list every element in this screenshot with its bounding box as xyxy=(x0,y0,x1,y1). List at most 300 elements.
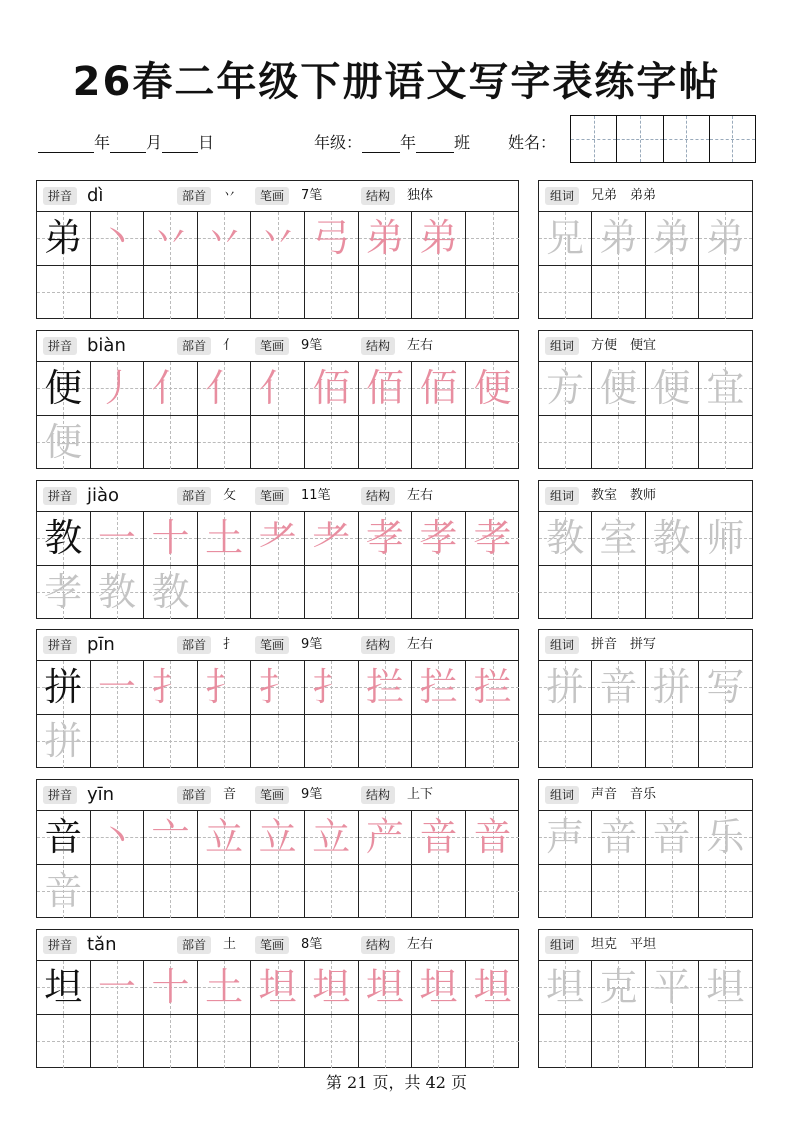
pinyin-tag: 拼音 xyxy=(43,636,77,654)
grid-cell[interactable] xyxy=(539,961,592,1015)
grid-cell[interactable] xyxy=(251,266,305,320)
grid-cell[interactable] xyxy=(251,362,305,416)
grid-cell[interactable] xyxy=(412,566,466,620)
day-blank[interactable] xyxy=(162,136,198,153)
grid-cell[interactable] xyxy=(91,661,145,715)
words-tag: 组词 xyxy=(545,487,579,505)
grid-cell[interactable] xyxy=(144,1015,198,1069)
word-practice-block xyxy=(538,629,753,768)
grid-cell[interactable] xyxy=(412,266,466,320)
grid-cell[interactable] xyxy=(539,416,592,470)
grid-cell[interactable] xyxy=(198,1015,252,1069)
word-grid xyxy=(539,661,752,768)
pinyin-value: dì xyxy=(87,185,104,206)
grade-year-blank[interactable] xyxy=(362,136,400,153)
stroke-step-glyph: 孝 xyxy=(365,516,404,561)
words-value: 拼音 拼写 xyxy=(591,637,657,652)
grid-cell[interactable] xyxy=(198,266,252,320)
name-grid[interactable] xyxy=(570,115,756,163)
char-header xyxy=(37,630,518,661)
stroke-step-glyph: 音 xyxy=(419,815,458,860)
grid-cell[interactable] xyxy=(699,362,752,416)
grid-cell[interactable] xyxy=(412,212,466,266)
grid-cell[interactable] xyxy=(466,661,520,715)
words-value: 声音 音乐 xyxy=(591,787,657,802)
radical-tag: 部首 xyxy=(177,187,211,205)
pinyin-value: pīn xyxy=(87,634,115,655)
grid-cell[interactable] xyxy=(539,266,592,320)
model-char-glyph: 教 xyxy=(44,516,83,561)
grid-cell[interactable] xyxy=(359,865,413,919)
grid-cell[interactable] xyxy=(699,416,752,470)
stroke-step-glyph: 立 xyxy=(258,815,297,860)
grid-cell[interactable] xyxy=(359,566,413,620)
grid-cell[interactable] xyxy=(305,266,359,320)
grid-cell[interactable] xyxy=(251,566,305,620)
radical-value: 扌 xyxy=(223,637,237,652)
strokes-tag: 笔画 xyxy=(255,187,289,205)
grid-cell[interactable] xyxy=(539,566,592,620)
word-char-glyph: 音 xyxy=(599,815,638,860)
grid-cell[interactable] xyxy=(699,961,752,1015)
grid-cell[interactable] xyxy=(592,416,645,470)
tian-grid xyxy=(37,961,519,1068)
stroke-step-glyph: 拦 xyxy=(419,665,458,710)
grid-cell[interactable] xyxy=(198,865,252,919)
grid-cell[interactable] xyxy=(539,865,592,919)
grid-cell[interactable] xyxy=(251,661,305,715)
grid-cell[interactable] xyxy=(466,266,520,320)
strokes-value: 7笔 xyxy=(301,188,323,203)
grid-cell[interactable] xyxy=(412,512,466,566)
structure-value: 左右 xyxy=(407,488,434,503)
strokes-value: 9笔 xyxy=(301,637,323,652)
stroke-step-glyph: 丿 xyxy=(97,366,136,411)
grid-cell[interactable] xyxy=(305,811,359,865)
model-char-glyph: 便 xyxy=(44,366,83,411)
stroke-step-glyph: 丷 xyxy=(205,216,244,261)
grid-cell[interactable] xyxy=(198,212,252,266)
grid-cell[interactable] xyxy=(592,811,645,865)
tian-grid xyxy=(37,362,519,469)
grid-cell[interactable] xyxy=(359,416,413,470)
word-char-glyph: 宜 xyxy=(706,366,745,411)
word-char-glyph: 兄 xyxy=(546,216,585,261)
grid-cell[interactable] xyxy=(251,961,305,1015)
word-char-glyph: 教 xyxy=(546,516,585,561)
grid-cell[interactable] xyxy=(305,715,359,769)
word-char-glyph: 弟 xyxy=(652,216,691,261)
structure-tag: 结构 xyxy=(361,187,395,205)
grid-cell[interactable] xyxy=(198,416,252,470)
word-header xyxy=(539,930,752,961)
radical-value: 攵 xyxy=(223,488,237,503)
grid-cell[interactable] xyxy=(539,661,592,715)
grid-cell[interactable] xyxy=(359,362,413,416)
stroke-step-glyph: 弟 xyxy=(365,216,404,261)
grid-cell[interactable] xyxy=(37,266,91,320)
word-char-glyph: 拼 xyxy=(546,665,585,710)
stroke-step-glyph: 扌 xyxy=(151,665,190,710)
radical-tag: 部首 xyxy=(177,337,211,355)
grid-cell[interactable] xyxy=(646,416,699,470)
grid-cell[interactable] xyxy=(466,212,520,266)
word-header xyxy=(539,780,752,811)
stroke-step-glyph: 土 xyxy=(205,516,244,561)
grid-cell[interactable] xyxy=(699,212,752,266)
word-char-glyph: 室 xyxy=(599,516,638,561)
grid-cell[interactable] xyxy=(198,811,252,865)
grid-cell[interactable] xyxy=(646,266,699,320)
strokes-value: 8笔 xyxy=(301,937,323,952)
grid-cell[interactable] xyxy=(539,811,592,865)
grid-cell[interactable] xyxy=(592,266,645,320)
stroke-step-glyph: 孝 xyxy=(419,516,458,561)
grid-cell[interactable] xyxy=(144,961,198,1015)
grid-cell[interactable] xyxy=(592,865,645,919)
grid-cell[interactable] xyxy=(198,362,252,416)
grid-cell[interactable] xyxy=(91,512,145,566)
grid-cell[interactable] xyxy=(592,512,645,566)
grid-cell[interactable] xyxy=(91,566,145,620)
word-header xyxy=(539,630,752,661)
grid-cell[interactable] xyxy=(305,661,359,715)
pinyin-value: tǎn xyxy=(87,934,117,955)
word-char-glyph: 弟 xyxy=(706,216,745,261)
page-title: 26春二年级下册语文写字表练字帖 xyxy=(72,59,721,105)
grid-cell[interactable] xyxy=(251,715,305,769)
grid-cell[interactable] xyxy=(699,715,752,769)
stroke-step-glyph: 立 xyxy=(312,815,351,860)
strokes-tag: 笔画 xyxy=(255,487,289,505)
grid-cell[interactable] xyxy=(37,416,91,470)
grid-cell[interactable] xyxy=(91,961,145,1015)
stroke-step-glyph: 丷 xyxy=(151,216,190,261)
strokes-tag: 笔画 xyxy=(255,786,289,804)
grid-cell[interactable] xyxy=(37,566,91,620)
grid-cell[interactable] xyxy=(359,1015,413,1069)
name-label: 姓名： xyxy=(508,133,557,152)
grid-cell[interactable] xyxy=(466,362,520,416)
stroke-step-glyph: 十 xyxy=(151,516,190,561)
word-grid xyxy=(539,512,752,619)
model-char-glyph: 音 xyxy=(44,815,83,860)
char-practice-block xyxy=(36,779,519,918)
word-char-glyph: 克 xyxy=(599,965,638,1010)
grid-cell[interactable] xyxy=(91,865,145,919)
grid-cell[interactable] xyxy=(305,212,359,266)
grid-cell[interactable] xyxy=(305,566,359,620)
grid-cell[interactable] xyxy=(646,1015,699,1069)
grid-cell[interactable] xyxy=(699,865,752,919)
char-practice-block xyxy=(36,330,519,469)
grid-cell[interactable] xyxy=(144,512,198,566)
year-blank[interactable] xyxy=(38,136,94,153)
grid-cell[interactable] xyxy=(699,1015,752,1069)
grid-cell[interactable] xyxy=(412,416,466,470)
grid-cell[interactable] xyxy=(305,416,359,470)
grid-cell[interactable] xyxy=(359,212,413,266)
grid-cell[interactable] xyxy=(251,416,305,470)
word-char-glyph: 教 xyxy=(652,516,691,561)
grid-cell[interactable] xyxy=(251,1015,305,1069)
trace-glyph: 音 xyxy=(44,869,83,914)
stroke-step-glyph: 土 xyxy=(205,965,244,1010)
stroke-step-glyph: 耂 xyxy=(312,516,351,561)
grid-cell[interactable] xyxy=(91,715,145,769)
radical-tag: 部首 xyxy=(177,487,211,505)
word-practice-block xyxy=(538,180,753,319)
model-char xyxy=(37,811,91,865)
grid-cell[interactable] xyxy=(466,961,520,1015)
grid-cell[interactable] xyxy=(539,362,592,416)
pinyin-value: yīn xyxy=(87,784,115,805)
strokes-value: 9笔 xyxy=(301,787,323,802)
grid-cell[interactable] xyxy=(37,865,91,919)
grid-cell[interactable] xyxy=(91,1015,145,1069)
word-char-glyph: 方 xyxy=(546,366,585,411)
grid-cell[interactable] xyxy=(592,362,645,416)
stroke-step-glyph: 拦 xyxy=(365,665,404,710)
grid-cell[interactable] xyxy=(144,566,198,620)
words-value: 坦克 平坦 xyxy=(591,937,657,952)
grade-field: 年级： 年 班 xyxy=(314,133,471,152)
model-char xyxy=(37,362,91,416)
words-tag: 组词 xyxy=(545,936,579,954)
stroke-step-glyph: 弟 xyxy=(419,216,458,261)
word-grid xyxy=(539,212,752,319)
grid-cell[interactable] xyxy=(91,811,145,865)
trace-glyph: 便 xyxy=(44,420,83,465)
stroke-step-glyph: 丷 xyxy=(258,216,297,261)
grid-cell[interactable] xyxy=(198,566,252,620)
grid-cell[interactable] xyxy=(539,1015,592,1069)
grid-cell[interactable] xyxy=(646,961,699,1015)
grid-cell[interactable] xyxy=(592,212,645,266)
grid-cell[interactable] xyxy=(359,266,413,320)
words-tag: 组词 xyxy=(545,636,579,654)
grid-cell[interactable] xyxy=(37,1015,91,1069)
grid-cell[interactable] xyxy=(91,266,145,320)
radical-tag: 部首 xyxy=(177,936,211,954)
word-char-glyph: 便 xyxy=(652,366,691,411)
grid-cell[interactable] xyxy=(359,661,413,715)
word-practice-block xyxy=(538,330,753,469)
char-header xyxy=(37,331,518,362)
grid-cell[interactable] xyxy=(699,266,752,320)
grid-cell[interactable] xyxy=(646,212,699,266)
stroke-step-glyph: 便 xyxy=(473,366,512,411)
char-header xyxy=(37,481,518,512)
stroke-step-glyph: 佰 xyxy=(312,366,351,411)
grid-cell[interactable] xyxy=(91,416,145,470)
grid-cell[interactable] xyxy=(539,212,592,266)
grid-cell[interactable] xyxy=(646,362,699,416)
stroke-step-glyph: 拦 xyxy=(473,665,512,710)
grid-cell[interactable] xyxy=(699,566,752,620)
grid-cell[interactable] xyxy=(251,512,305,566)
trace-glyph: 教 xyxy=(151,570,190,615)
grid-cell[interactable] xyxy=(251,212,305,266)
radical-tag: 部首 xyxy=(177,636,211,654)
pinyin-value: jiào xyxy=(87,485,120,506)
grid-cell[interactable] xyxy=(539,512,592,566)
grid-cell[interactable] xyxy=(646,715,699,769)
date-field: 年 月 日 xyxy=(38,130,214,153)
grid-cell[interactable] xyxy=(592,661,645,715)
word-header xyxy=(539,481,752,512)
grid-cell[interactable] xyxy=(646,811,699,865)
grid-cell[interactable] xyxy=(699,661,752,715)
grid-cell[interactable] xyxy=(144,266,198,320)
stroke-step-glyph: 产 xyxy=(365,815,404,860)
grid-cell[interactable] xyxy=(466,811,520,865)
grid-cell[interactable] xyxy=(592,566,645,620)
trace-glyph: 拼 xyxy=(44,719,83,764)
grid-cell[interactable] xyxy=(699,811,752,865)
stroke-step-glyph: 一 xyxy=(97,965,136,1010)
structure-tag: 结构 xyxy=(361,337,395,355)
grid-cell[interactable] xyxy=(359,811,413,865)
grid-cell[interactable] xyxy=(646,512,699,566)
word-char-glyph: 坦 xyxy=(546,965,585,1010)
grid-cell[interactable] xyxy=(144,811,198,865)
char-practice-block xyxy=(36,180,519,319)
grid-cell[interactable] xyxy=(144,865,198,919)
structure-value: 上下 xyxy=(407,787,434,802)
model-char-glyph: 拼 xyxy=(44,665,83,710)
tian-grid xyxy=(37,661,519,768)
tian-grid xyxy=(37,212,519,319)
stroke-step-glyph: 佰 xyxy=(365,366,404,411)
stroke-step-glyph: 坦 xyxy=(365,965,404,1010)
grid-cell[interactable] xyxy=(466,512,520,566)
stroke-step-glyph: 一 xyxy=(97,665,136,710)
stroke-step-glyph: 孝 xyxy=(473,516,512,561)
stroke-step-glyph: 佰 xyxy=(419,366,458,411)
grid-cell[interactable] xyxy=(466,715,520,769)
model-char xyxy=(37,961,91,1015)
grid-cell[interactable] xyxy=(37,715,91,769)
grid-cell[interactable] xyxy=(412,715,466,769)
char-practice-block xyxy=(36,480,519,619)
word-char-glyph: 拼 xyxy=(652,665,691,710)
grid-cell[interactable] xyxy=(412,961,466,1015)
stroke-step-glyph: 坦 xyxy=(312,965,351,1010)
word-grid xyxy=(539,811,752,918)
grid-cell[interactable] xyxy=(198,961,252,1015)
grid-cell[interactable] xyxy=(592,961,645,1015)
stroke-step-glyph: 音 xyxy=(473,815,512,860)
grid-cell[interactable] xyxy=(198,661,252,715)
grid-cell[interactable] xyxy=(91,212,145,266)
stroke-step-glyph: 亠 xyxy=(151,815,190,860)
grid-cell[interactable] xyxy=(646,661,699,715)
grid-cell[interactable] xyxy=(359,961,413,1015)
stroke-step-glyph: 坦 xyxy=(473,965,512,1010)
pinyin-tag: 拼音 xyxy=(43,337,77,355)
grid-cell[interactable] xyxy=(466,1015,520,1069)
stroke-step-glyph: 丶 xyxy=(97,815,136,860)
word-practice-block xyxy=(538,480,753,619)
stroke-step-glyph: 耂 xyxy=(258,516,297,561)
grid-cell[interactable] xyxy=(539,715,592,769)
words-value: 方便 便宜 xyxy=(591,338,657,353)
radical-value: 丷 xyxy=(223,188,237,203)
grid-cell[interactable] xyxy=(359,512,413,566)
word-header xyxy=(539,181,752,212)
grid-cell[interactable] xyxy=(305,865,359,919)
grid-cell[interactable] xyxy=(466,416,520,470)
grid-cell[interactable] xyxy=(646,865,699,919)
grid-cell[interactable] xyxy=(412,811,466,865)
grid-cell[interactable] xyxy=(412,661,466,715)
structure-value: 左右 xyxy=(407,637,434,652)
word-grid xyxy=(539,362,752,469)
grid-cell[interactable] xyxy=(198,715,252,769)
model-char-glyph: 弟 xyxy=(44,216,83,261)
model-char xyxy=(37,661,91,715)
grid-cell[interactable] xyxy=(144,661,198,715)
grid-cell[interactable] xyxy=(592,1015,645,1069)
char-header xyxy=(37,930,518,961)
pinyin-tag: 拼音 xyxy=(43,187,77,205)
pinyin-tag: 拼音 xyxy=(43,786,77,804)
grid-cell[interactable] xyxy=(144,212,198,266)
grid-cell[interactable] xyxy=(305,362,359,416)
word-practice-block xyxy=(538,929,753,1068)
word-char-glyph: 写 xyxy=(706,665,745,710)
month-blank[interactable] xyxy=(110,136,146,153)
stroke-step-glyph: 十 xyxy=(151,965,190,1010)
word-char-glyph: 师 xyxy=(706,516,745,561)
grid-cell[interactable] xyxy=(646,566,699,620)
grid-cell[interactable] xyxy=(466,865,520,919)
trace-glyph: 孝 xyxy=(44,570,83,615)
strokes-tag: 笔画 xyxy=(255,337,289,355)
grid-cell[interactable] xyxy=(251,811,305,865)
grid-cell[interactable] xyxy=(305,1015,359,1069)
grid-cell[interactable] xyxy=(359,715,413,769)
grid-cell[interactable] xyxy=(592,715,645,769)
tian-grid xyxy=(37,811,519,918)
pinyin-value: biàn xyxy=(87,335,126,356)
grid-cell[interactable] xyxy=(466,566,520,620)
model-char xyxy=(37,512,91,566)
pinyin-tag: 拼音 xyxy=(43,487,77,505)
structure-value: 左右 xyxy=(407,338,434,353)
grid-cell[interactable] xyxy=(144,416,198,470)
words-tag: 组词 xyxy=(545,187,579,205)
grid-cell[interactable] xyxy=(305,961,359,1015)
grid-cell[interactable] xyxy=(144,715,198,769)
grid-cell[interactable] xyxy=(699,512,752,566)
grid-cell[interactable] xyxy=(144,362,198,416)
grid-cell[interactable] xyxy=(198,512,252,566)
radical-value: 音 xyxy=(223,787,237,802)
grid-cell[interactable] xyxy=(412,1015,466,1069)
word-char-glyph: 声 xyxy=(546,815,585,860)
grid-cell[interactable] xyxy=(412,362,466,416)
grid-cell[interactable] xyxy=(412,865,466,919)
grid-cell[interactable] xyxy=(251,865,305,919)
grid-cell[interactable] xyxy=(91,362,145,416)
grid-cell[interactable] xyxy=(305,512,359,566)
stroke-step-glyph: 扌 xyxy=(258,665,297,710)
radical-value: 亻 xyxy=(223,338,237,353)
class-blank[interactable] xyxy=(416,136,454,153)
radical-value: 土 xyxy=(223,937,237,952)
